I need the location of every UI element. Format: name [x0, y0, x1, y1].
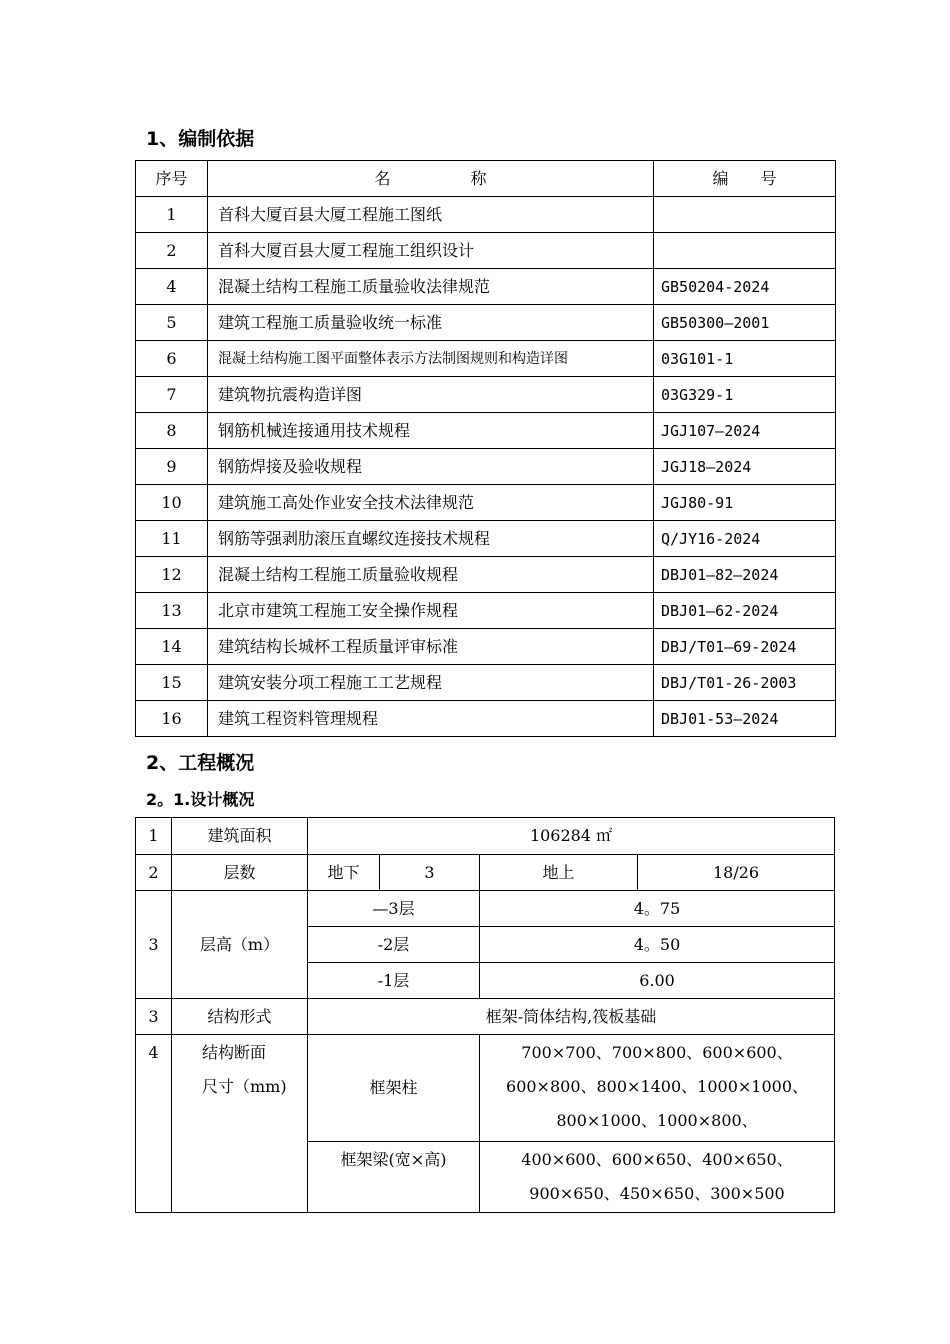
floors-no: 2 — [136, 855, 172, 891]
row-name: 混凝土结构工程施工质量验收规程 — [208, 557, 654, 593]
row-name: 首科大厦百县大厦工程施工组织设计 — [208, 233, 654, 269]
height-value: 4。50 — [480, 927, 835, 963]
table-row — [136, 449, 836, 485]
column-label: 框架柱 — [308, 1035, 480, 1142]
row-name: 钢筋机械连接通用技术规程 — [208, 413, 654, 449]
structure-no: 3 — [136, 999, 172, 1035]
basis-table — [135, 160, 836, 737]
header-name: 名 称 — [208, 161, 654, 197]
row-code: JGJ18—2024 — [654, 449, 836, 485]
height-level: —3层 — [308, 891, 480, 927]
row-code: DBJ/T01-26-2003 — [654, 665, 836, 701]
row-no: 1 — [136, 197, 208, 233]
section-2-title: 2、工程概况 — [146, 752, 255, 774]
height-value: 4。75 — [480, 891, 835, 927]
basis-header-row — [136, 161, 836, 197]
area-no: 1 — [136, 818, 172, 855]
column-sizes-line: 800×1000、1000×800、 — [556, 1111, 758, 1130]
row-no: 16 — [136, 701, 208, 737]
table-row — [136, 269, 836, 305]
floors-above-value: 18/26 — [638, 855, 835, 891]
table-row — [136, 413, 836, 449]
structure-label: 结构形式 — [172, 999, 308, 1035]
row-code: DBJ01—82—2024 — [654, 557, 836, 593]
sections-label-line1: 结构断面 — [202, 1043, 267, 1062]
row-no: 14 — [136, 629, 208, 665]
row-name: 建筑物抗震构造详图 — [208, 377, 654, 413]
row-no: 9 — [136, 449, 208, 485]
section-2-1-title: 2。1.设计概况 — [146, 790, 255, 809]
heights-no: 3 — [136, 891, 172, 999]
row-code: DBJ01-53—2024 — [654, 701, 836, 737]
row-code: GB50204-2024 — [654, 269, 836, 305]
column-sizes-line: 600×800、800×1400、1000×1000、 — [506, 1077, 809, 1096]
row-code: GB50300—2001 — [654, 305, 836, 341]
row-structure — [136, 999, 835, 1035]
table-row — [136, 665, 836, 701]
row-name: 建筑安装分项工程施工工艺规程 — [208, 665, 654, 701]
row-no: 15 — [136, 665, 208, 701]
row-code: Q/JY16-2024 — [654, 521, 836, 557]
floors-label: 层数 — [172, 855, 308, 891]
row-area — [136, 818, 835, 855]
row-no: 4 — [136, 269, 208, 305]
sections-label — [172, 1035, 308, 1213]
row-code: DBJ/T01—69-2024 — [654, 629, 836, 665]
row-name: 建筑结构长城杯工程质量评审标准 — [208, 629, 654, 665]
row-code: JGJ107—2024 — [654, 413, 836, 449]
row-name: 钢筋等强剥肋滚压直螺纹连接技术规程 — [208, 521, 654, 557]
row-no: 12 — [136, 557, 208, 593]
height-level: -1层 — [308, 963, 480, 999]
row-no: 2 — [136, 233, 208, 269]
height-value: 6.00 — [480, 963, 835, 999]
header-no: 序号 — [136, 161, 208, 197]
beam-sizes — [480, 1142, 835, 1213]
table-row — [136, 629, 836, 665]
table-row — [136, 377, 836, 413]
table-row — [136, 701, 836, 737]
row-no: 8 — [136, 413, 208, 449]
row-code — [654, 233, 836, 269]
row-name: 混凝土结构施工图平面整体表示方法制图规则和构造详图 — [208, 341, 654, 377]
row-no: 10 — [136, 485, 208, 521]
floors-above-label: 地上 — [480, 855, 638, 891]
table-row — [136, 593, 836, 629]
header-code: 编 号 — [654, 161, 836, 197]
heights-label: 层高（m） — [172, 891, 308, 999]
beam-sizes-line: 900×650、450×650、300×500 — [529, 1184, 785, 1203]
row-code — [654, 197, 836, 233]
floors-below-label: 地下 — [308, 855, 380, 891]
column-sizes — [480, 1035, 835, 1142]
row-name: 混凝土结构工程施工质量验收法律规范 — [208, 269, 654, 305]
table-row — [136, 305, 836, 341]
row-code: JGJ80-91 — [654, 485, 836, 521]
beam-sizes-line: 400×600、600×650、400×650、 — [521, 1150, 793, 1169]
sections-label-line2: 尺寸（mm) — [202, 1077, 287, 1096]
floors-below-value: 3 — [380, 855, 480, 891]
row-name: 建筑施工高处作业安全技术法律规范 — [208, 485, 654, 521]
table-row — [136, 341, 836, 377]
sections-no: 4 — [136, 1035, 172, 1213]
design-table — [135, 817, 835, 1213]
row-no: 13 — [136, 593, 208, 629]
row-no: 11 — [136, 521, 208, 557]
row-floors — [136, 855, 835, 891]
area-label: 建筑面积 — [172, 818, 308, 855]
table-row — [136, 233, 836, 269]
section-1-title: 1、编制依据 — [146, 128, 255, 150]
column-sizes-line: 700×700、700×800、600×600、 — [521, 1043, 793, 1062]
row-code: DBJ01—62-2024 — [654, 593, 836, 629]
row-name: 钢筋焊接及验收规程 — [208, 449, 654, 485]
row-name: 建筑工程资料管理规程 — [208, 701, 654, 737]
row-no: 7 — [136, 377, 208, 413]
row-code: 03G329-1 — [654, 377, 836, 413]
row-height-1 — [136, 891, 835, 927]
beam-label: 框架梁(宽×高) — [308, 1142, 480, 1213]
table-row — [136, 485, 836, 521]
basis-table-body — [136, 161, 836, 737]
row-name: 首科大厦百县大厦工程施工图纸 — [208, 197, 654, 233]
structure-value: 框架-筒体结构,筏板基础 — [308, 999, 835, 1035]
height-level: -2层 — [308, 927, 480, 963]
table-row — [136, 521, 836, 557]
row-sections-column — [136, 1035, 835, 1142]
table-row — [136, 197, 836, 233]
table-row — [136, 557, 836, 593]
row-no: 6 — [136, 341, 208, 377]
row-no: 5 — [136, 305, 208, 341]
area-value: 106284 ㎡ — [308, 818, 835, 855]
row-name: 建筑工程施工质量验收统一标准 — [208, 305, 654, 341]
row-code: 03G101-1 — [654, 341, 836, 377]
row-name: 北京市建筑工程施工安全操作规程 — [208, 593, 654, 629]
